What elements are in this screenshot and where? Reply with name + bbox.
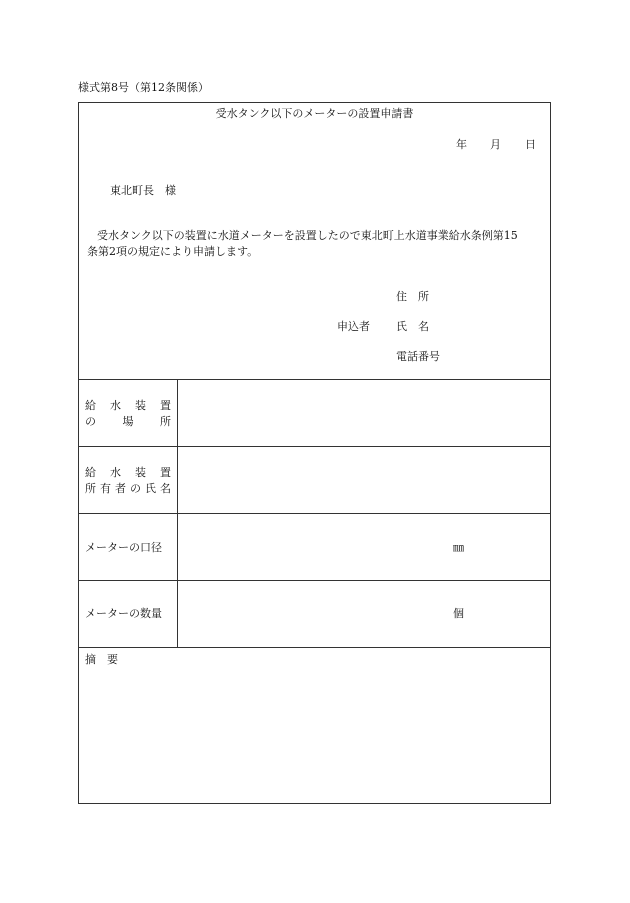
form-title: 受水タンク以下のメーターの設置申請書 (215, 107, 414, 120)
date-month-label: 月 (490, 138, 501, 151)
application-form (78, 102, 551, 804)
row2-value-field[interactable] (185, 474, 545, 488)
row1-char: 給 (85, 399, 96, 412)
divider-row4 (79, 647, 550, 648)
row2-char: 水 (110, 466, 121, 479)
name-label: 氏 名 (396, 320, 429, 333)
divider-row3 (79, 580, 550, 581)
row1-char: 所 (160, 415, 171, 428)
body-text-line1: 受水タンク以下の装置に水道メーターを設置したので東北町上水道事業給水条例第15 (97, 229, 518, 242)
row2-char: 氏 (145, 482, 156, 495)
meter-diameter-unit: ㎜ (453, 541, 464, 554)
row2-char: の (130, 482, 141, 495)
form-number: 様式第8号（第12条関係） (78, 81, 209, 94)
row2-char: 有 (100, 482, 111, 495)
divider-row2 (79, 513, 550, 514)
address-label: 住 所 (396, 290, 429, 303)
row2-label-line2 (85, 482, 171, 495)
row1-value-field[interactable] (185, 407, 545, 421)
row2-char: 名 (160, 482, 171, 495)
divider-applicant (79, 379, 550, 380)
row1-label-line1 (85, 399, 171, 412)
meter-diameter-field[interactable] (185, 541, 435, 555)
row2-char: 所 (85, 482, 96, 495)
row1-char: 水 (110, 399, 121, 412)
label-column-divider (177, 379, 178, 647)
row2-char: 者 (115, 482, 126, 495)
remarks-field[interactable] (85, 671, 543, 799)
row1-char: 装 (135, 399, 146, 412)
row1-char: の (85, 415, 96, 428)
meter-quantity-unit: 個 (453, 607, 464, 620)
meter-diameter-label: メーターの口径 (85, 541, 162, 554)
divider-row1 (79, 446, 550, 447)
row1-char: 置 (160, 399, 171, 412)
date-day-label: 日 (525, 138, 536, 151)
row2-char: 置 (160, 466, 171, 479)
row1-label-line2 (85, 415, 171, 428)
body-text-line2: 条第2項の規定により申請します。 (87, 245, 259, 258)
meter-quantity-field[interactable] (185, 607, 435, 621)
row2-char: 給 (85, 466, 96, 479)
row2-char: 装 (135, 466, 146, 479)
addressee: 東北町長 様 (110, 184, 176, 197)
row1-char: 場 (122, 415, 134, 428)
row2-label-line1 (85, 466, 171, 479)
remarks-label: 摘 要 (85, 653, 118, 666)
date-year-label: 年 (456, 138, 467, 151)
applicant-label: 申込者 (337, 320, 370, 333)
meter-quantity-label: メーターの数量 (85, 607, 162, 620)
phone-label: 電話番号 (396, 350, 440, 363)
